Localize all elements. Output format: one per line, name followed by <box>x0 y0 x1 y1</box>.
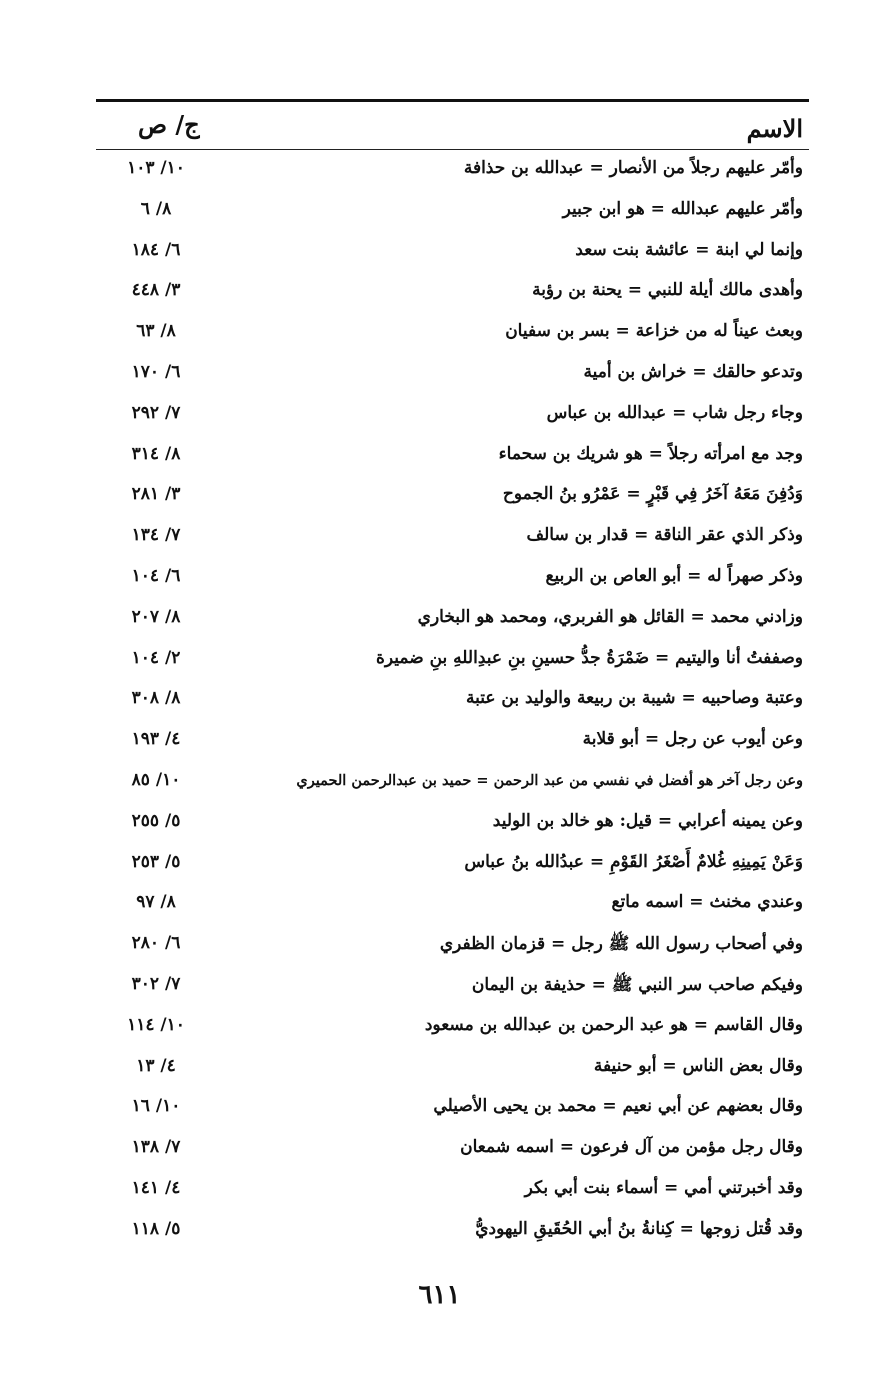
entry-name: وبعث عيناً له من خزاعة = بسر بن سفيان <box>505 321 803 342</box>
entry-name: وأهدى مالك أيلة للنبي = يحنة بن رؤبة <box>532 280 803 301</box>
reference-column-header: ج/ ص <box>138 110 200 139</box>
table-row <box>96 642 809 683</box>
entry-reference: ٦/ ٢٨٠ <box>131 933 181 954</box>
entry-name: وأمّر عليهم عبدالله = هو ابن جبير <box>562 198 803 219</box>
table-row <box>96 1172 809 1213</box>
table-row <box>96 438 809 479</box>
entry-reference: ٥/ ٢٥٣ <box>131 851 181 872</box>
entry-reference: ٨/ ٦٣ <box>136 321 176 342</box>
entry-name: وذكر الذي عقر الناقة = قدار بن سالف <box>526 525 803 546</box>
table-row <box>96 846 809 887</box>
entry-reference: ٦/ ١٧٠ <box>131 361 181 382</box>
entry-name: وقال القاسم = هو عبد الرحمن بن عبدالله بن مسعود <box>424 1014 803 1035</box>
table-row <box>96 1090 809 1131</box>
entry-reference: ٧/ ١٣٤ <box>131 525 181 546</box>
entry-reference: ٥/ ٢٥٥ <box>131 810 181 831</box>
entry-name: وجاء رجل شاب = عبدالله بن عباس <box>546 402 803 423</box>
entry-reference: ٨/ ٣٠٨ <box>131 688 181 709</box>
entry-name: وقد أخبرتني أمي = أسماء بنت أبي بكر <box>524 1177 803 1198</box>
entry-reference: ٧/ ٢٩٢ <box>131 402 181 423</box>
table-row <box>96 274 809 315</box>
entry-reference: ٣/ ٤٤٨ <box>131 280 181 301</box>
header-rule <box>96 149 809 150</box>
entry-name: وقال بعض الناس = أبو حنيفة <box>593 1055 803 1076</box>
table-row <box>96 560 809 601</box>
entry-name: وعتبة وصاحبيه = شيبة بن ربيعة والوليد بن عتبة <box>465 688 803 709</box>
entry-name: وعن أيوب عن رجل = أبو قلابة <box>582 729 803 750</box>
entry-name: وَدُفِنَ مَعَهُ آخَرُ فِي قَبْرٍ = عَمْرُو بنُ الجموح <box>502 484 803 505</box>
table-row <box>96 968 809 1009</box>
entry-name: وعن رجل آخر هو أفضل في نفسي من عبد الرحمن = حميد بن عبدالرحمن الحميري <box>296 771 803 789</box>
entry-name: وذكر صهراً له = أبو العاص بن الربيع <box>545 565 803 586</box>
entry-name: وتدعو حالقك = خراش بن أمية <box>583 361 803 382</box>
table-row <box>96 397 809 438</box>
entry-name: وعن يمينه أعرابي = قيل: هو خالد بن الوليد <box>492 810 803 831</box>
table-header <box>96 106 809 150</box>
table-row <box>96 478 809 519</box>
table-row <box>96 805 809 846</box>
table-row <box>96 682 809 723</box>
entry-reference: ٨/ ٢٠٧ <box>131 606 181 627</box>
table-row <box>96 601 809 642</box>
table-row <box>96 927 809 968</box>
entry-name: وإنما لي ابنة = عائشة بنت سعد <box>575 239 803 260</box>
entry-reference: ٤/ ١٤١ <box>131 1177 181 1198</box>
entry-reference: ٦/ ١٠٤ <box>131 565 181 586</box>
entry-name: وصففتُ أنا واليتيم = ضَمْرَةُ جدُّ حسينِ بنِ عبدِاللهِ بنِ ضميرة <box>375 647 803 668</box>
entry-reference: ١٠/ ٨٥ <box>131 769 181 790</box>
entry-name: وفيكم صاحب سر النبي ﷺ = حذيفة بن اليمان <box>471 974 803 995</box>
entry-reference: ٨/ ٣١٤ <box>131 443 181 464</box>
table-row <box>96 1131 809 1172</box>
entry-reference: ٨/ ٦ <box>140 198 172 219</box>
entry-reference: ٧/ ٣٠٢ <box>131 973 181 994</box>
table-row <box>96 193 809 234</box>
top-rule <box>96 99 809 102</box>
entry-name: وزادني محمد = القائل هو الفربري، ومحمد هو البخاري <box>417 606 803 627</box>
entry-reference: ٦/ ١٨٤ <box>131 239 181 260</box>
table-row <box>96 356 809 397</box>
table-row <box>96 886 809 927</box>
entry-name: وعندي مخنث = اسمه ماتع <box>611 892 803 913</box>
entry-reference: ٨/ ٩٧ <box>136 892 176 913</box>
table-row <box>96 315 809 356</box>
entry-name: وجد مع امرأته رجلاً = هو شريك بن سحماء <box>498 443 803 464</box>
entry-reference: ٧/ ١٣٨ <box>131 1137 181 1158</box>
table-row <box>96 152 809 193</box>
table-row <box>96 1213 809 1254</box>
entry-reference: ٤/ ١٩٣ <box>131 729 181 750</box>
entry-reference: ٣/ ٢٨١ <box>131 484 181 505</box>
page-number: ٦١١ <box>418 1280 461 1310</box>
table-row <box>96 1050 809 1091</box>
entry-name: وقال بعضهم عن أبي نعيم = محمد بن يحيى الأصيلي <box>433 1096 803 1117</box>
table-row <box>96 764 809 805</box>
entry-reference: ١٠/ ١١٤ <box>127 1014 185 1035</box>
entry-reference: ١٠/ ١٠٣ <box>127 158 185 178</box>
table-row <box>96 234 809 275</box>
entry-reference: ٥/ ١١٨ <box>131 1218 181 1239</box>
entry-reference: ٤/ ١٣ <box>136 1055 176 1076</box>
index-table-body <box>96 152 809 1254</box>
entry-name: وقال رجل مؤمن من آل فرعون = اسمه شمعان <box>460 1137 803 1158</box>
entry-name: وقد قُتل زوجها = كِنانةُ بنُ أبي الحُقَيقِ اليهوديُّ <box>475 1218 803 1239</box>
entry-reference: ٢/ ١٠٤ <box>131 647 181 668</box>
table-row <box>96 723 809 764</box>
entry-name: وَعَنْ يَمِينِهِ غُلامٌ أَصْغَرُ القَوْمِ = عبدُالله بنُ عباس <box>464 851 803 872</box>
table-row <box>96 1009 809 1050</box>
entry-name: وأمّر عليهم رجلاً من الأنصار = عبدالله بن حذافة <box>463 158 803 178</box>
entry-name: وفي أصحاب رسول الله ﷺ رجل = قزمان الظفري <box>439 934 803 955</box>
table-row <box>96 519 809 560</box>
entry-reference: ١٠/ ١٦ <box>131 1096 181 1117</box>
name-column-header: الاسم <box>746 114 803 143</box>
